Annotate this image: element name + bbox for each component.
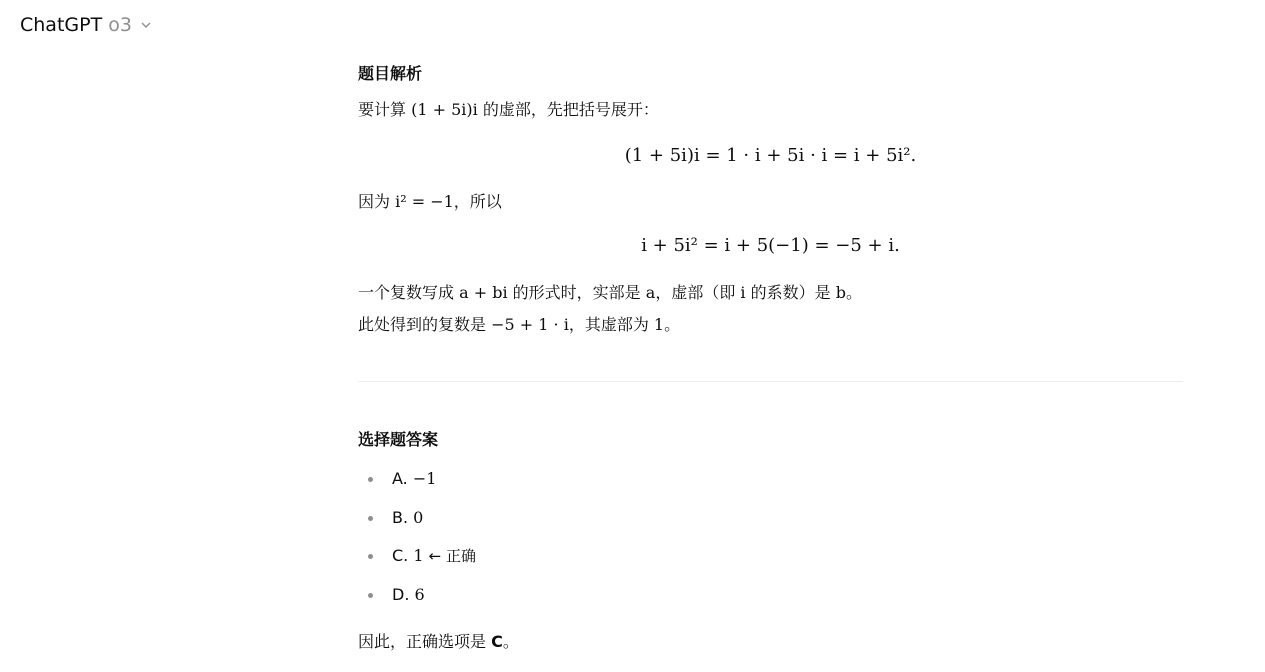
analysis-heading: 题目解析 xyxy=(358,64,423,83)
complex-form-line: 一个复数写成 a + bi 的形式时，实部是 a，虚部（即 i 的系数）是 b。 xyxy=(358,283,862,302)
correct-answer: C xyxy=(491,632,503,651)
bullet xyxy=(368,554,373,559)
options-list xyxy=(358,467,1183,621)
intro-expression: (1 + 5i)i xyxy=(411,100,478,119)
model-name: o3 xyxy=(108,14,132,36)
chevron-down-icon[interactable] xyxy=(140,19,152,31)
equation-simplify: i + 5i² = i + 5(−1) = −5 + i. xyxy=(641,235,900,256)
model-selector[interactable] xyxy=(20,12,152,38)
section-divider xyxy=(358,381,1183,382)
answer-heading: 选择题答案 xyxy=(358,430,439,449)
conclusion: 因此，正确选项是 C。 xyxy=(358,632,519,651)
bullet xyxy=(368,593,373,598)
correct-marker: ← 正确 xyxy=(428,547,476,565)
app-name: ChatGPT xyxy=(20,14,103,36)
list-item: B. 0 xyxy=(358,506,1183,545)
because-expression: i² = −1 xyxy=(395,192,454,211)
bullet xyxy=(368,516,373,521)
result-line: 此处得到的复数是 −5 + 1 · i，其虚部为 1。 xyxy=(358,315,681,334)
list-item: A. −1 xyxy=(358,467,1183,506)
equation-expansion: (1 + 5i)i = 1 · i + 5i · i = i + 5i². xyxy=(624,145,917,166)
analysis-intro: 要计算 (1 + 5i)i 的虚部，先把括号展开： xyxy=(358,100,659,119)
list-item: C. 1 ← 正确 xyxy=(358,544,1183,583)
bullet xyxy=(368,477,373,482)
because-line: 因为 i² = −1，所以 xyxy=(358,192,502,211)
list-item: D. 6 xyxy=(358,583,1183,622)
